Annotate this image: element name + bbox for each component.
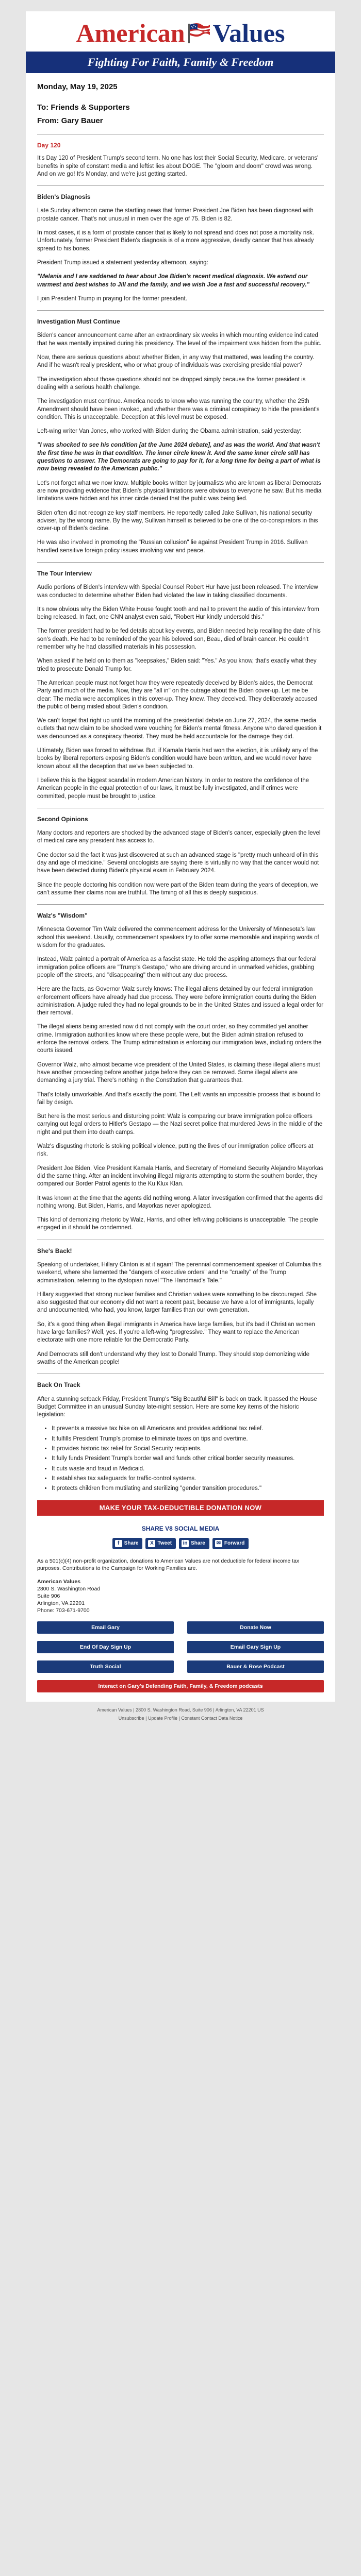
share-button-forward[interactable] xyxy=(212,1538,249,1549)
donate-button[interactable]: MAKE YOUR TAX-DEDUCTIBLE DONATION NOW xyxy=(37,1500,324,1516)
legal-footer xyxy=(26,1707,335,1721)
bullet-item: • It provides historic tax relief for Social Security recipients. xyxy=(52,1445,324,1453)
footer-button[interactable]: Bauer & Rose Podcast xyxy=(187,1660,324,1673)
footer-address xyxy=(37,1578,324,1614)
header xyxy=(26,11,335,73)
paragraph: This kind of demonizing rhetoric by Walz, Harris, and other left-wing politicians is unacceptable. The people engaged in it should be condemned. xyxy=(37,1217,318,1231)
quote-paragraph: "Melania and I are saddened to hear about Joe Biden's recent medical diagnosis. We extend our warmest and best wishes to Jill and the family, and we wish Joe a fast and successful recovery." xyxy=(37,274,310,288)
bullet-item: • It fully funds President Trump's border wall and funds other critical border security measures. xyxy=(52,1455,324,1463)
section-title: The Tour Interview xyxy=(37,569,92,577)
logo-word-values: Values xyxy=(212,19,285,47)
linkedin-icon: in xyxy=(182,1540,189,1547)
bullet-list xyxy=(52,1425,324,1493)
footer-button[interactable]: End Of Day Sign Up xyxy=(37,1641,174,1653)
paragraph: It was known at the time that the agents did nothing wrong. A later investigation confirmed that the agents did nothing wrong. But Biden, Harris, and Mayorkas never apologized. xyxy=(37,1195,323,1209)
footer-blurb: As a 501(c)(4) non-profit organization, donations to American Values are not deductible for federal income tax purposes. Contributions to the Campaign for Working Families are. xyxy=(37,1557,300,1571)
footer-org: American Values xyxy=(37,1578,81,1585)
flag-icon xyxy=(187,22,211,44)
footer-button-grid xyxy=(37,1621,324,1673)
date-line: Monday, May 19, 2025 xyxy=(37,82,118,91)
bullet-item: • It establishes tax safeguards for traffic-control systems. xyxy=(52,1475,324,1483)
paragraph: We can't forget that right up until the morning of the presidential debate on June 27, 2024, the same media outlets that now claim to be shocked were vouching for Biden's mental fitness. Anyone who dared question it was denounced as a conspiracy theorist. They must be held accountable for the damage they did. xyxy=(37,718,322,740)
quote-paragraph: "I was shocked to see his condition [at the June 2024 debate], and as was the world. And that wasn't the first time he was in that condition. The inner circle knew it. And the same inner circle still has questions to answer. The Democrats are going to pay for it, for a long time for being a part of what is now being revealed to the American public." xyxy=(37,442,321,472)
share-button-x[interactable] xyxy=(145,1538,176,1549)
section-title: Investigation Must Continue xyxy=(37,318,120,326)
legal-address: American Values | 2800 S. Washington Road, Suite 906 | Arlington, VA 22201 US xyxy=(97,1707,264,1713)
section-title: Walz's "Wisdom" xyxy=(37,912,88,920)
footer-phone: Phone: 703-671-9700 xyxy=(37,1607,90,1614)
section-title: Biden's Diagnosis xyxy=(37,193,91,201)
paragraph: After a stunning setback Friday, President Trump's "Big Beautiful Bill" is back on track. It passed the House Budget Committee in an unusual Sunday late-night session. Here are some key items of the historic legislation: xyxy=(37,1396,317,1418)
bullet-item: • It fulfills President Trump's promise to eliminate taxes on tips and overtime. xyxy=(52,1435,324,1443)
paragraph: Minnesota Governor Tim Walz delivered the commencement address for the University of Minnesota's law school this weekend. Usually, commencement speakers try to offer some memorable and inspiring words of wisdom for the graduates. xyxy=(37,926,319,949)
paragraph: The investigation must continue. America needs to know who was running the country, whether the 25th Amendment should have been invoked, and whether there was a criminal conspiracy to hide the president's condition. This is unacceptable. Deception at this level must be exposed. xyxy=(37,398,320,420)
paragraph: Biden's cancer announcement came after an extraordinary six weeks in which mounting evidence indicated that he was mentally impaired during his presidency. The level of the impairment was hidden from the public. xyxy=(37,332,322,347)
paragraph: I believe this is the biggest scandal in modern American history. In order to restore the confidence of the American people in the equal protection of our laws, it must be fully investigated, and if crimes were committed, people must be brought to justice. xyxy=(37,777,309,800)
paragraph: The American people must not forget how they were repeatedly deceived by Biden's aides, the Democrat Party and much of the media. Now, they are "all in" on the outrage about the Biden cover-up. Let me be clear: The media were accomplices in this cover-up. They knew. They deceived. They deliberately accused the public of being misled about Biden's condition. xyxy=(37,680,318,710)
share-button-label: Share xyxy=(124,1540,139,1547)
newsletter-card xyxy=(26,11,335,1702)
divider xyxy=(37,904,324,905)
paragraph: Since the people doctoring his condition now were part of the Biden team during the years of deception, we can't assume their claims now are truthful. The timing of all this is deeply suspicious. xyxy=(37,882,318,896)
paragraph: He was also involved in promoting the "Russian collusion" lie against President Trump in 2016. Sullivan handled sensitive foreign policy issues involving war and peace. xyxy=(37,539,308,554)
day-label: Day 120 xyxy=(37,142,61,149)
paragraph: When asked if he held on to them as "keepsakes," Biden said: "Yes." As you know, that's exactly what they tried to prosecute Donald Trump for. xyxy=(37,658,317,672)
paragraph: Governor Walz, who almost became vice president of the United States, is claiming these illegal aliens must have another proceeding before another judge before they can be removed. Some illegal aliens are demanding a jury trial. There's nothing in the Constitution that guarantees that. xyxy=(37,1061,320,1084)
footer-button[interactable]: Truth Social xyxy=(37,1660,174,1673)
paragraph: Here are the facts, as Governor Walz surely knows: The illegal aliens detained by our federal immigration enforcement officers have already had due process. They were before immigration courts during the Biden administration. A judge ruled they had no legal grounds to be in the United States and issued a legal order for their removal. xyxy=(37,986,323,1016)
logo-word-american: American xyxy=(76,19,185,47)
bullet-item: • It protects children from mutilating and sterilizing "gender transition procedures." xyxy=(52,1485,324,1493)
paragraph: Now, there are serious questions about whether Biden, in any way that mattered, was leading the country. And if he wasn't really president, who or what group of individuals was exercising presidential power? xyxy=(37,354,315,369)
divider xyxy=(37,310,324,311)
to-line: To: Friends & Supporters xyxy=(37,103,130,112)
share-button-label: Share xyxy=(191,1540,205,1547)
section-title: She's Back! xyxy=(37,1247,72,1255)
paragraph: I join President Trump in praying for the former president. xyxy=(37,295,187,302)
facebook-icon: f xyxy=(115,1540,122,1547)
share-button-linkedin[interactable] xyxy=(179,1538,209,1549)
paragraph: Speaking of undertaker, Hillary Clinton is at it again! The perennial commencement speaker of Columbia this weekend, where she lamented the "dangers of executive orders" and the "cruelty" of the Trump administration, referring to the dystopian novel "The Handmaid's Tale." xyxy=(37,1261,322,1284)
footer-address-line1: 2800 S. Washington Road xyxy=(37,1585,101,1592)
paragraph: Hillary suggested that strong nuclear families and Christian values were something to be discouraged. She also suggested that our economy did not want a recent past, because we have a lot of immigrants, legally and undocumented, who had, you know, larger families than our own generation. xyxy=(37,1291,317,1314)
paragraph: Audio portions of Biden's interview with Special Counsel Robert Hur have just been released. The interview was conducted to determine whether Biden had violated the law in taking classified documents. xyxy=(37,584,318,599)
content xyxy=(26,73,335,1702)
paragraph: Many doctors and reporters are shocked by the advanced stage of Biden's cancer, especially given the level of medical care any president has access to. xyxy=(37,830,321,844)
footer-address-line2: Suite 906 xyxy=(37,1592,60,1599)
paragraph: In most cases, it is a form of prostate cancer that is likely to not spread and does not pose a mortality risk. Unfortunately, former President Biden's diagnosis is of a more aggressive, deadly cancer that has already spread to his bones. xyxy=(37,230,314,252)
paragraph: It's now obvious why the Biden White House fought tooth and nail to prevent the audio of this interview from being released. In fact, one CNN analyst even said, "Robert Hur kindly undersold this." xyxy=(37,606,319,621)
paragraph: The illegal aliens being arrested now did not comply with the court order, so they committed yet another crime. Immigration authorities know where these people were, but the Biden administration refused to enforce the removal orders. The Trump administration is enforcing our immigration laws, including orders the courts issued. xyxy=(37,1024,322,1054)
from-line: From: Gary Bauer xyxy=(37,116,103,125)
paragraph: Left-wing writer Van Jones, who worked with Biden during the Obama administration, said yesterday: xyxy=(37,428,302,435)
paragraph: Ultimately, Biden was forced to withdraw. But, if Kamala Harris had won the election, it is unlikely any of the books by liberal reporters exposing Biden's condition would have been written, and we would never have known about all the deception that we've been subjected to. xyxy=(37,748,318,770)
share-button-label: Tweet xyxy=(157,1540,172,1547)
paragraph: So, it's a good thing when illegal immigrants in America have large families, but it's bad if Christian women have large families? Well, yes. If you're a left-wing "progressive." They want to replace the American electorate with one more reliable for the Democratic Party. xyxy=(37,1321,315,1344)
paragraph: It's Day 120 of President Trump's second term. No one has lost their Social Security, Medicare, or veterans' benefits in spite of constant media and leftist lies about DOGE. The "gloom and doom" crowd was wrong. And on we go! It's Monday, and we're just getting started. xyxy=(37,155,319,177)
footer-button[interactable]: Email Gary xyxy=(37,1621,174,1634)
footer-city: Arlington, VA 22201 xyxy=(37,1600,85,1606)
forward-icon: ✉ xyxy=(215,1540,222,1547)
paragraph: Walz's disgusting rhetoric is stoking political violence, putting the lives of our immigration police officers at risk. xyxy=(37,1143,314,1158)
footer-button[interactable]: Email Gary Sign Up xyxy=(187,1641,324,1653)
tagline: Fighting For Faith, Family & Freedom xyxy=(26,52,335,73)
logo xyxy=(76,19,285,47)
divider xyxy=(37,185,324,186)
paragraph: Let's not forget what we now know. Multiple books written by journalists who are known as liberal Democrats are now providing evidence that Biden's physical limitations were obvious to everyone he saw. But his media limitations were hidden and his inner circle denied that the public was being lied. xyxy=(37,480,322,502)
paragraph: The investigation about those questions should not be dropped simply because the former president is dealing with a serious health challenge. xyxy=(37,376,306,391)
paragraph: And Democrats still don't understand why they lost to Donald Trump. They should stop demonizing wide swaths of the American people! xyxy=(37,1351,310,1365)
section-title: Second Opinions xyxy=(37,815,88,823)
bullet-item: • It cuts waste and fraud in Medicaid. xyxy=(52,1465,324,1473)
section-title: Back On Track xyxy=(37,1381,80,1389)
paragraph: But here is the most serious and disturbing point: Walz is comparing our brave immigration police officers carrying out legal orders to Hitler's Gestapo — the Nazi secret police that murdered Jews in the middle of the night and put them into death camps. xyxy=(37,1113,323,1136)
share-buttons xyxy=(37,1538,324,1549)
paragraph: That's totally unworkable. And that's exactly the point. The Left wants an impossible process that is bound to fail by design. xyxy=(37,1091,321,1106)
bullet-item: • It prevents a massive tax hike on all Americans and provides additional tax relief. xyxy=(52,1425,324,1433)
divider xyxy=(37,562,324,563)
footer-button[interactable]: Donate Now xyxy=(187,1621,324,1634)
paragraph: Biden often did not recognize key staff members. He reportedly called Jake Sullivan, his national security adviser, by the wrong name. By the way, Sullivan himself is believed to be one of the co-conspirators in this cover-up of Biden's decline. xyxy=(37,510,318,532)
paragraph: President Trump issued a statement yesterday afternoon, saying: xyxy=(37,259,208,266)
podcast-button[interactable]: Interact on Gary's Defending Faith, Family, & Freedom podcasts xyxy=(37,1680,324,1692)
share-button-facebook[interactable] xyxy=(112,1538,143,1549)
paragraph: Instead, Walz painted a portrait of America as a fascist state. He told the aspiring attorneys that our federal immigration police officers are "Trump's Gestapo," who are driving around in unmarked vehicles, grabbing people off the streets, and "disappearing" them without any due process. xyxy=(37,956,317,978)
legal-links[interactable]: Unsubscribe | Update Profile | Constant Contact Data Notice xyxy=(118,1715,243,1721)
paragraph: President Joe Biden, Vice President Kamala Harris, and Secretary of Homeland Security Alejandro Mayorkas did the same thing. After an incident involving illegal migrants attempting to storm the southern border, they compared our Border Patrol agents to the Ku Klux Klan. xyxy=(37,1165,323,1188)
x-icon: X xyxy=(148,1540,155,1547)
paragraph: One doctor said the fact it was just discovered at such an advanced stage is "pretty much unheard of in this day and age of medicine." Several oncologists are saying there is virtually no way that the cancer would not have been detected during Biden's physical exam in February 2024. xyxy=(37,852,319,874)
article-body xyxy=(37,142,324,1493)
paragraph: Late Sunday afternoon came the startling news that former President Joe Biden has been diagnosed with prostate cancer. That's not unusual in men over the age of 75. Biden is 82. xyxy=(37,208,314,222)
share-button-label: Forward xyxy=(224,1540,245,1547)
paragraph: The former president had to be fed details about key events, and Biden needed help recalling the date of his son's death. He had to be reminded of the year his beloved son, Beau, died of brain cancer. He couldn't remember why he had classified materials in his possession. xyxy=(37,628,321,651)
share-title: SHARE V8 SOCIAL MEDIA xyxy=(141,1524,220,1532)
